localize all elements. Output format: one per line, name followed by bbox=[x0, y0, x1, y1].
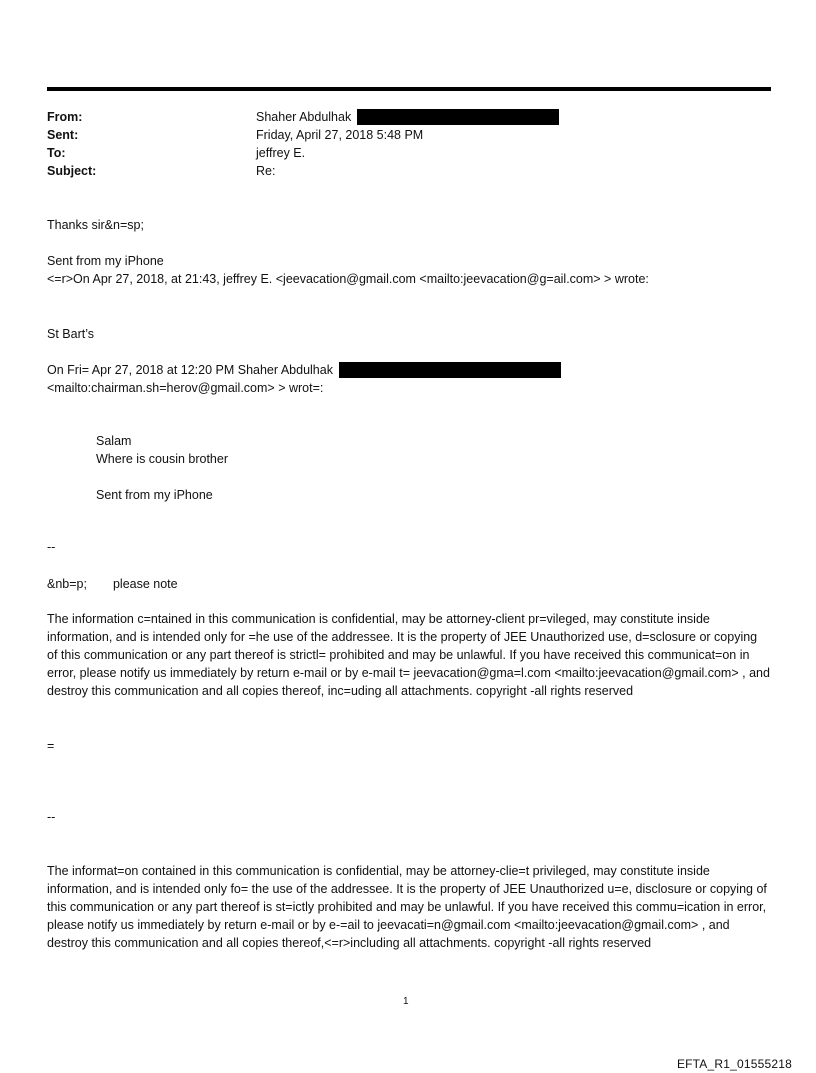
separator-dash-1: -- bbox=[47, 540, 56, 554]
sent-from-iphone-1: Sent from my iPhone bbox=[47, 254, 164, 268]
to-value: jeffrey E. bbox=[256, 146, 306, 160]
to-label: To: bbox=[47, 146, 66, 160]
from-row bbox=[47, 108, 559, 126]
from-label: From: bbox=[47, 110, 83, 124]
header-rule bbox=[47, 87, 771, 91]
sent-from-iphone-2: Sent from my iPhone bbox=[96, 488, 213, 502]
email-header bbox=[47, 108, 559, 180]
sent-row bbox=[47, 126, 559, 144]
quoted-header-2-mailto: <mailto:chairman.sh=herov@gmail.com> > wrot=: bbox=[47, 381, 324, 395]
separator-dash-2: -- bbox=[47, 810, 56, 824]
equals-line: = bbox=[47, 739, 55, 753]
redaction-box bbox=[339, 362, 561, 378]
page-number: 1 bbox=[403, 996, 409, 1007]
redaction-box bbox=[357, 109, 559, 125]
subject-row bbox=[47, 162, 559, 180]
st-barts-line: St Bart’s bbox=[47, 327, 95, 341]
sent-label: Sent: bbox=[47, 128, 79, 142]
thanks-line: Thanks sir&n=sp; bbox=[47, 218, 144, 232]
where-line: Where is cousin brother bbox=[96, 452, 229, 466]
please-note-text: please note bbox=[112, 577, 178, 591]
quoted-header-2-text: On Fri= Apr 27, 2018 at 12:20 PM Shaher Abdulhak bbox=[47, 363, 333, 377]
quoted-header-1: <=r>On Apr 27, 2018, at 21:43, jeffrey E. <jeevacation@gmail.com <mailto:jeevacation@g=ail.com> > wrote: bbox=[47, 272, 649, 286]
disclaimer-2: The informat=on contained in this communication is confidential, may be attorney-clie=t privileged, may constitute inside information, and is intended only fo= the use of the addressee. It is the property of JEE Unauthorized u=e, disclosure or copying of this communication or any part thereof is st=ictly prohibited and may be unlawful. If you have received this commu=ication in error, please notify us immediately by return e-mail or by e-=ail to jeevacati=n@gmail.com <mailto:jeevacation@gmail.com> , and destroy this communication and all copies thereof,<=r>including all attachments. copyright -all rights reserved bbox=[47, 864, 767, 950]
from-value: Shaher Abdulhak bbox=[256, 110, 352, 124]
disclaimer-1: The information c=ntained in this communication is confidential, may be attorney-client pr=vileged, may constitute inside information, and is intended only for =he use of the addressee. It is the property of JEE Unauthorized use, d=sclosure or copying of this communication or any part thereof is strictl= prohibited and may be unlawful. If you have received this communicat=on in error, please notify us immediately by return e-mail or by e-mail t= jeevacation@gma=l.com <mailto:jeevacation@gmail.com> , and destroy this communication and all copies thereof, inc=uding all attachments. copyright -all rights reserved bbox=[47, 612, 770, 698]
subject-value: Re: bbox=[256, 164, 276, 178]
quoted-header-2 bbox=[47, 361, 561, 379]
sent-value: Friday, April 27, 2018 5:48 PM bbox=[256, 128, 424, 142]
subject-label: Subject: bbox=[47, 164, 97, 178]
salam-line: Salam bbox=[96, 434, 132, 448]
to-row bbox=[47, 144, 559, 162]
nbsp-text: &nb=p; bbox=[47, 577, 87, 591]
please-note-line bbox=[47, 575, 178, 593]
document-id: EFTA_R1_01555218 bbox=[676, 1057, 792, 1071]
